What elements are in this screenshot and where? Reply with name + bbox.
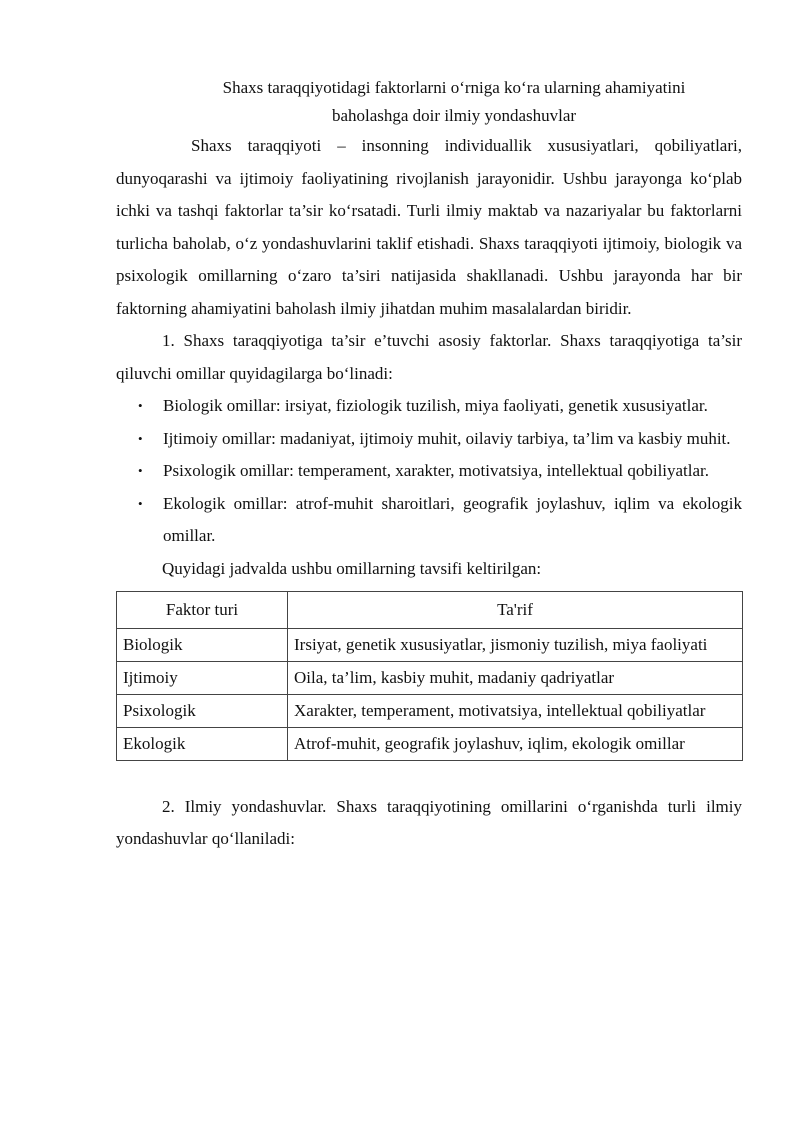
table-cell-definition: Xarakter, temperament, motivatsiya, intellektual qobiliyatlar: [288, 694, 743, 727]
intro-paragraph: Shaxs taraqqiyoti – insonning individuallik xususiyatlari, qobiliyatlari, dunyoqarashi va ijtimoiy faoliyatining rivojlanish jarayonidir. Ushbu jarayonga ko‘plab ichki va tashqi faktorlar ta’sir ko‘rsatadi. Turli ilmiy maktab va nazariyalar bu faktorlarni turlicha baholab, o‘z yondashuvlarini taklif etishadi. Shaxs taraqqiyoti ijtimoiy, biologik va psixologik omillarning o‘zaro ta’siri natijasida shakllanadi. Ushbu jarayonda har bir faktorning ahamiyatini baholash ilmiy jihatdan muhim masalalardan biridir.: [116, 136, 742, 318]
table-header-factor: Faktor turi: [117, 591, 288, 628]
table-cell-factor: Ekologik: [117, 727, 288, 760]
table-cell-factor: Ijtimoiy: [117, 661, 288, 694]
document-page: [116, 74, 742, 856]
bullet-item-ijtimoiy: [116, 423, 742, 456]
table-cell-definition: Irsiyat, genetik xususiyatlar, jismoniy tuzilish, miya faoliyati: [288, 628, 743, 661]
bullet-item-biologik: [116, 390, 742, 423]
title-line-1: Shaxs taraqqiyotidagi faktorlarni o‘rniga ko‘ra ularning ahamiyatini: [222, 78, 686, 97]
table-row: [117, 628, 743, 661]
table-header-row: [117, 591, 743, 628]
bullet-icon: •: [138, 495, 143, 511]
section-2-paragraph: 2. Ilmiy yondashuvlar. Shaxs taraqqiyotining omillarini o‘rganishda turli ilmiy yondashuvlar qo‘llaniladi:: [116, 796, 742, 848]
bullet-item-ekologik: [116, 488, 742, 553]
document-title: [116, 74, 742, 130]
table-row: [117, 661, 743, 694]
factor-table: [116, 591, 743, 761]
bullet-item-psixologik: [116, 455, 742, 488]
bullet-icon: •: [138, 398, 143, 413]
bullet-text: Biologik omillar: irsiyat, fiziologik tuzilish, miya faoliyati, genetik xususiyatlar.: [163, 396, 708, 415]
table-cell-factor: Psixologik: [117, 694, 288, 727]
bullet-text: Psixologik omillar: temperament, xarakter, motivatsiya, intellektual qobiliyatlar.: [163, 461, 710, 480]
bullet-text: Ijtimoiy omillar: madaniyat, ijtimoiy muhit, oilaviy tarbiya, ta’lim va kasbiy muhit.: [163, 428, 731, 448]
bullet-text: Ekologik omillar: atrof-muhit sharoitlari, geografik joylashuv, iqlim va ekologik omillar.: [163, 493, 742, 545]
table-intro: Quyidagi jadvalda ushbu omillarning tavsifi keltirilgan:: [162, 558, 542, 578]
bullet-icon: •: [138, 430, 143, 446]
section-1-paragraph: 1. Shaxs taraqqiyotiga ta’sir e’tuvchi asosiy faktorlar. Shaxs taraqqiyotiga ta’sir qiluvchi omillar quyidagilarga bo‘linadi:: [116, 331, 742, 383]
table-header-definition: Ta'rif: [288, 591, 743, 628]
table-cell-definition: Oila, ta’lim, kasbiy muhit, madaniy qadriyatlar: [288, 661, 743, 694]
table-cell-factor: Biologik: [117, 628, 288, 661]
bullet-icon: •: [138, 463, 143, 478]
table-cell-definition: Atrof-muhit, geografik joylashuv, iqlim, ekologik omillar: [288, 727, 743, 760]
factor-bullet-list: [116, 390, 742, 553]
table-row: [117, 694, 743, 727]
table-row: [117, 727, 743, 760]
title-line-2: baholashga doir ilmiy yondashuvlar: [331, 106, 577, 125]
